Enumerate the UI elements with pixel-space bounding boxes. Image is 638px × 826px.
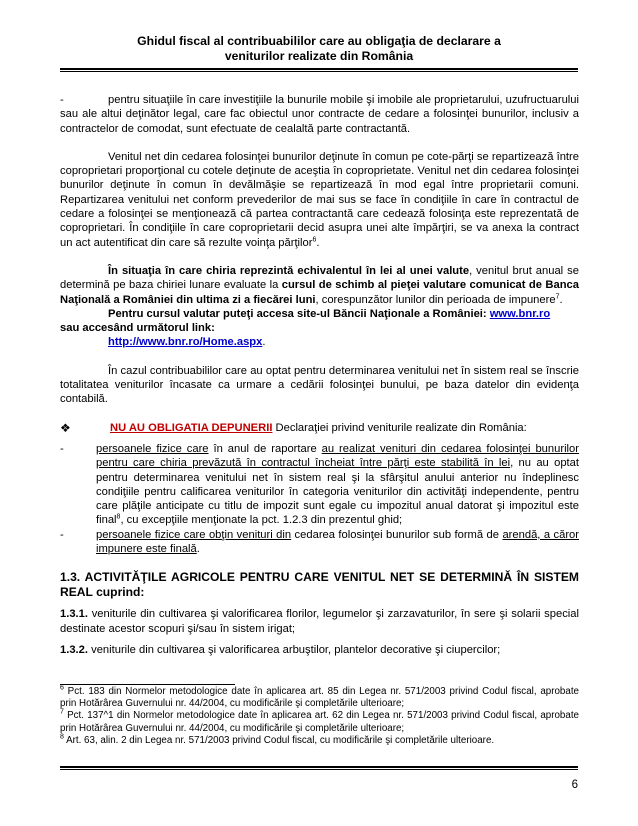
paragraph-sistem-real: În cazul contribuabililor care au optat pentru determinarea venitului net în sistem real se înscrie totalitatea veniturilor încasate ca urmare a cedării folosinţei bunului, pe baza datelor din evidenţa contabilă.: [60, 364, 579, 406]
footnote-separator: [60, 684, 235, 685]
paragraph-coproprietari: Venitul net din cedarea folosinţei bunurilor deţinute în comun pe cote-părţi se repartizează între coproprietari proporţional cu cotele deţinute de aceştia în coproprietate. Venitul net din cedarea folosinţei bunurilor deţinute în comun în devălmăşie se repartizează în mod egal între proprietarii comuni. Repartizarea venitului net conform prevederilor de mai sus se face în condiţiile în care în contractul de cedare a folosinţei se menţionează că partea contractantă care cedează folosinţa este reprezentată de coproprietari. În condiţiile în care coproprietarii decid asupra unei alte împărţiri, se va anexa la contract un act autentificat din care să rezulte voinţa părţilor$^6$.: [60, 150, 579, 249]
paragraph-bnr-home: http://www.bnr.ro/Home.aspx.: [108, 336, 266, 349]
footnote-ref-6[interactable]: 6: [312, 235, 317, 243]
footer-divider-thin: [60, 769, 578, 770]
item-1-3-2: 1.3.2. veniturile din cultivarea şi valorificarea arbuştilor, plantelor decorative şi ciupercilor;: [60, 643, 501, 656]
item-1-3-1: 1.3.1. veniturile din cultivarea şi valorificarea florilor, legumelor şi zarzavaturilor, în sere şi solarii special destinate acestor scopuri şi/sau în sistem irigat;: [60, 608, 579, 635]
bnr-home-link[interactable]: http://www.bnr.ro/Home.aspx: [108, 336, 263, 349]
header-line-1: Ghidul fiscal al contribuabililor care au obligaţia de declarare a: [137, 34, 501, 48]
footnote-ref-7[interactable]: 7: [555, 292, 560, 300]
paragraph-valuta: În situaţia în care chiria reprezintă echivalentul în lei al unei valute, venitul brut anual se determină pe baza chiriei lunare evaluate la cursul de schimb al pieţei valutare comunicat de Banca Naţională a României din ultima zi a fiecărei luni, corespunzător lunilor din perioada de impunere$^7$.: [60, 264, 579, 306]
header-divider-thin: [60, 71, 578, 72]
running-header: [60, 34, 578, 64]
footnotes: [60, 686, 579, 747]
paragraph-bnr: Pentru cursul valutar puteţi accesa site-ul Băncii Naţionale a României: www.bnr.ro sau accesând următorul link:: [60, 307, 551, 335]
bnr-link[interactable]: www.bnr.ro: [489, 307, 551, 320]
page-number: 6: [571, 779, 578, 791]
footnote: $^6$ Pct. 183 din Normelor metodologice date în aplicarea art. 85 din Legea nr. 571/2003 privind Codul fiscal, aprobate prin Hotărârea Guvernului nr. 44/2004, cu modificările şi completările ulterioare;: [60, 684, 579, 710]
footer-divider: [60, 766, 578, 768]
footnote: $^7$ Pct. 137^1 din Normelor metodologice date în aplicarea art. 62 din Legea nr. 571/2003 privind Codul fiscal, aprobate prin Hotărârea Guvernului nr. 44/2004, cu modificările şi completările ulterioare;: [60, 709, 579, 734]
header-divider: [60, 68, 578, 70]
no-obligation-heading: ❖ NU AU OBLIGATIA DEPUNERII Declaraţiei privind veniturile realizate din România:: [60, 420, 527, 435]
footnote: $^8$ Art. 63, alin. 2 din Legea nr. 571/2003 privind Codul fiscal, cu modificările şi completările ulterioare.: [60, 733, 495, 746]
paragraph-investments: - pentru situaţiile în care investiţiile la bunurile mobile şi imobile ale proprietarului, uzufructuarului sau ale altui deţinător legal, care fac obiectul unor contracte de cedare a folosinţei bunurilor, inclusiv a contractelor de comodat, sunt efectuate de cealaltă parte contractantă.: [60, 94, 579, 135]
footnote-ref-8[interactable]: 8: [116, 513, 121, 521]
list-item: - persoanele fizice care în anul de raportare au realizat venituri din cedarea folosinţei bunurilor pentru care chiria prevăzută în contractul încheiat între părţi este stabilită în lei, nu au optat pentru determinarea venitului net în sistem real şi la sfârşitul anului anterior nu îndeplinesc condiţiile pentru calificarea veniturilor în categoria veniturilor din activităţi independente, pentru care plăţile anticipate cu titlu de impozit sunt egale cu impozitul anual datorat şi impozitul este final$^8$, cu excepţiile menţionate la pct. 1.2.3 din prezentul ghid;: [60, 442, 579, 527]
diamond-bullet-icon: ❖: [60, 420, 71, 435]
list-item: - persoanele fizice care obţin venituri din cedarea folosinţei bunurilor sub formă de arendă, a căror impunere este finală.: [60, 528, 580, 556]
section-heading: 1.3. ACTIVITĂŢILE AGRICOLE PENTRU CARE VENITUL NET SE DETERMINĂ ÎN SISTEM REAL cuprind:: [60, 570, 579, 600]
header-line-2: veniturilor realizate din România: [224, 49, 414, 63]
document-body: [60, 93, 579, 657]
